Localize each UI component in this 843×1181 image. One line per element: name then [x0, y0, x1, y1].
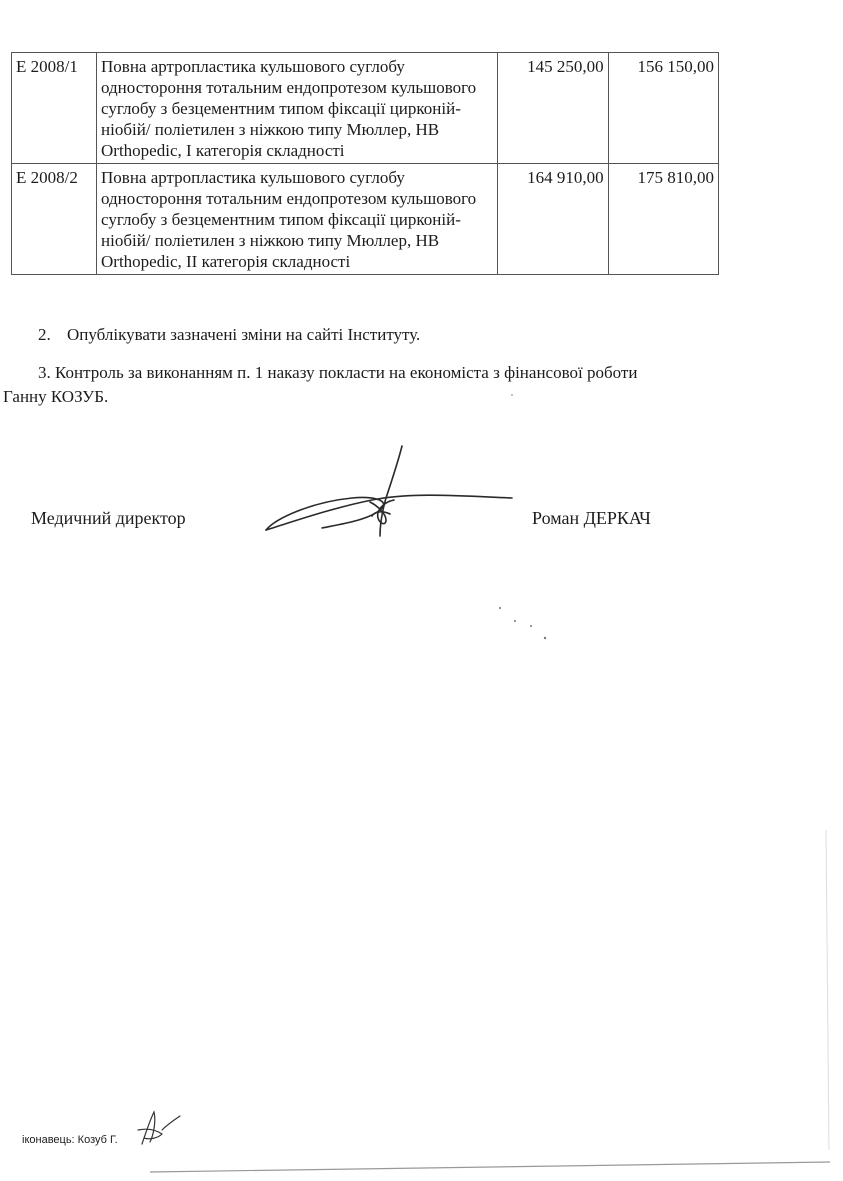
price-cell: 164 910,00 [498, 164, 608, 275]
executor-initials [132, 1108, 182, 1148]
item-text: Опублікувати зазначені зміни на сайті Інституту. [67, 325, 421, 344]
order-item-3-line-2: Ганну КОЗУБ. [3, 387, 109, 406]
order-item-3-line-1: 3. Контроль за виконанням п. 1 наказу покласти на економіста з фінансової роботи [38, 363, 638, 382]
price-cell: 156 150,00 [608, 53, 718, 164]
signatory-title: Медичний директор [31, 508, 186, 528]
service-code: Е 2008/2 [12, 164, 97, 275]
service-code: Е 2008/1 [12, 53, 97, 164]
signatory-name: Роман ДЕРКАЧ [532, 508, 651, 528]
price-cell: 145 250,00 [498, 53, 608, 164]
executor-note: іконавець: Козуб Г. [22, 1134, 118, 1146]
service-description: Повна артропластика кульшового суглобу одностороння тотальним ендопротезом кульшового суглобу з безцементним типом фіксації цирконій-ніобій/ поліетилен з ніжкою типу Мюллер, HB Orthopedic, II категорія складності [97, 164, 498, 275]
price-cell: 175 810,00 [608, 164, 718, 275]
item-number: 2. [38, 325, 51, 344]
service-description: Повна артропластика кульшового суглобу одностороння тотальним ендопротезом кульшового суглобу з безцементним типом фіксації цирконій-ніобій/ поліетилен з ніжкою типу Мюллер, HB Orthopedic, I категорія складності [97, 53, 498, 164]
